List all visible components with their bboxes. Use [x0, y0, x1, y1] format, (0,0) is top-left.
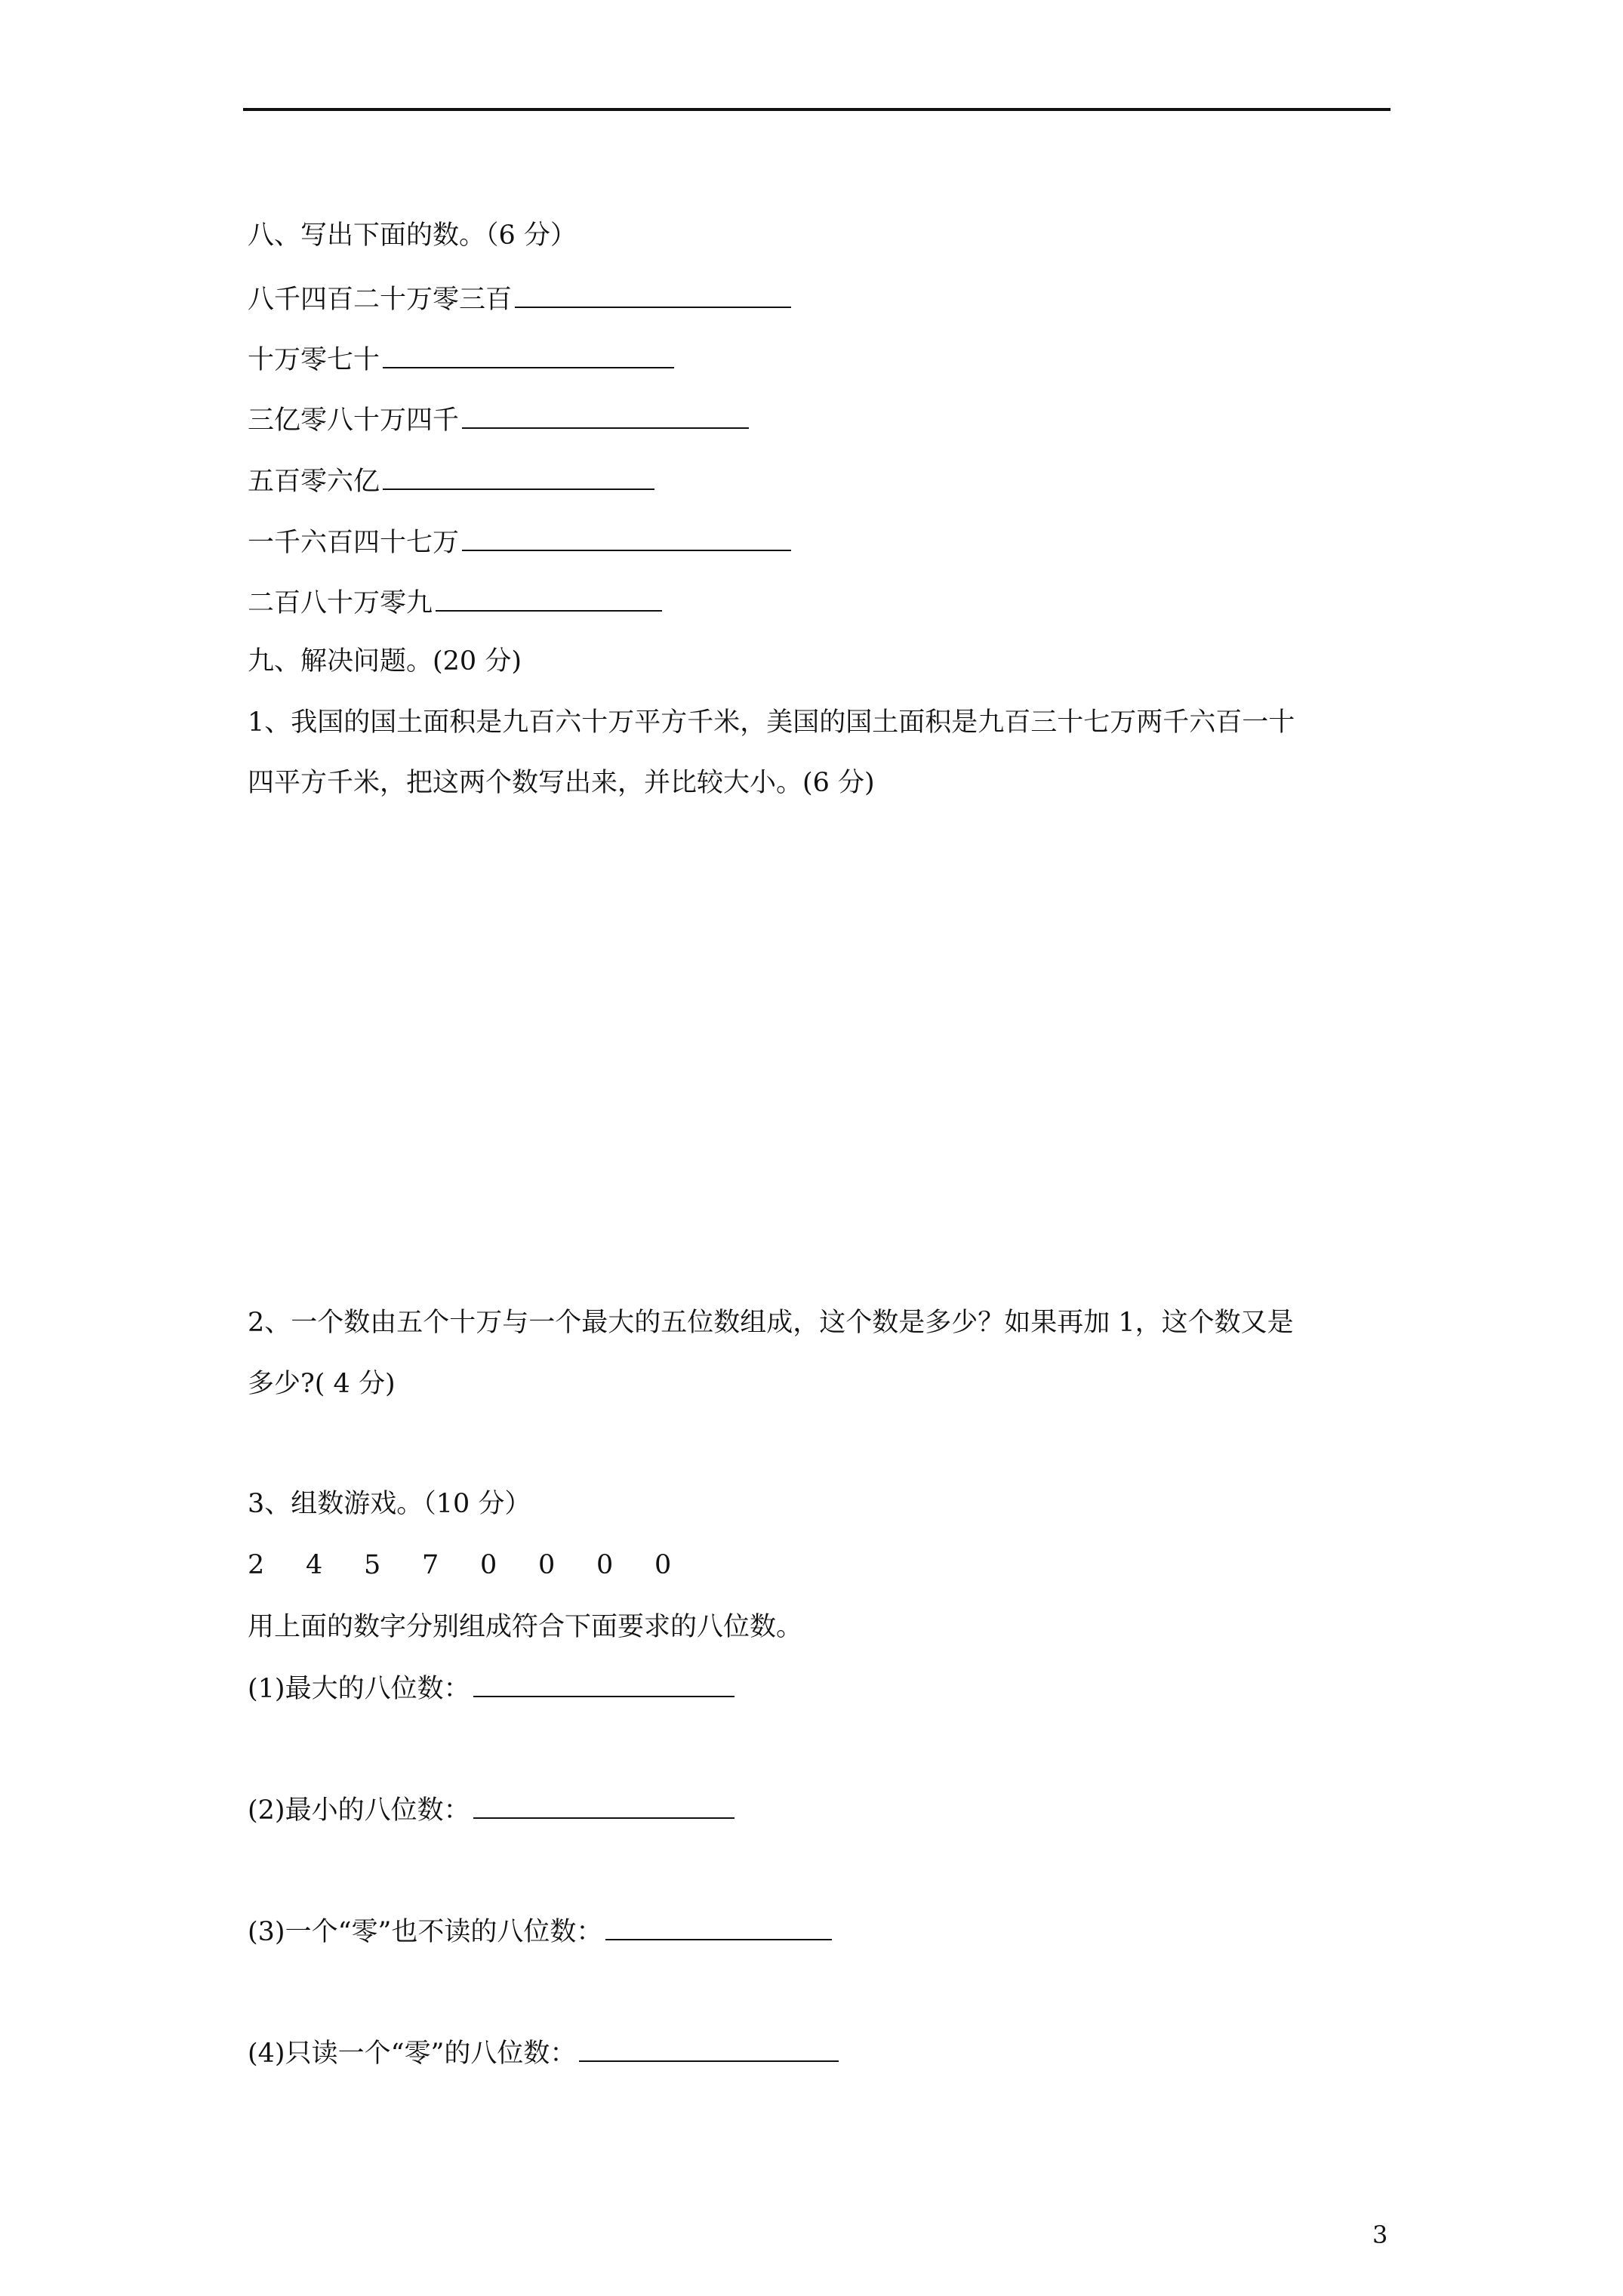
answer-blank[interactable] [462, 400, 749, 429]
answer-blank[interactable] [473, 1790, 735, 1819]
compose-number-item: (2)最小的八位数： [248, 1790, 735, 1829]
answer-blank[interactable] [605, 1912, 832, 1940]
header-rule [243, 108, 1390, 111]
answer-blank[interactable] [383, 340, 674, 368]
write-number-item: 二百八十万零九 [248, 583, 662, 621]
digit: 5 [364, 1550, 381, 1580]
compose-number-item: (4)只读一个“零”的八位数： [248, 2033, 839, 2072]
write-number-item: 八千四百二十万零三百 [248, 279, 791, 318]
digit: 4 [306, 1550, 323, 1580]
question-2-line-1: 2、一个数由五个十万与一个最大的五位数组成，这个数是多少？如果再加 1，这个数又是 [248, 1308, 1294, 1338]
digit: 0 [654, 1550, 672, 1580]
question-3-instruction: 用上面的数字分别组成符合下面要求的八位数。 [248, 1612, 803, 1642]
page-number: 3 [1372, 2220, 1388, 2249]
compose-number-item: (1)最大的八位数： [248, 1669, 735, 1707]
digit: 0 [538, 1550, 556, 1580]
write-number-item: 一千六百四十七万 [248, 522, 791, 561]
answer-blank[interactable] [473, 1669, 735, 1697]
answer-blank[interactable] [436, 583, 662, 612]
answer-blank[interactable] [383, 461, 654, 490]
question-1-line-2: 四平方千米，把这两个数写出来，并比较大小。(6 分) [248, 768, 875, 798]
digit: 0 [596, 1550, 614, 1580]
section-9-heading: 九、解决问题。(20 分) [248, 646, 522, 676]
answer-blank[interactable] [579, 2033, 839, 2062]
question-2-line-2: 多少?( 4 分) [248, 1369, 396, 1399]
answer-blank[interactable] [462, 522, 791, 551]
write-number-item: 五百零六亿 [248, 461, 654, 500]
digit: 2 [248, 1550, 265, 1580]
section-8-heading: 八、写出下面的数。（6 分） [248, 220, 577, 251]
write-number-item: 三亿零八十万四千 [248, 400, 749, 439]
question-1-line-1: 1、我国的国土面积是九百六十万平方千米，美国的国土面积是九百三十七万两千六百一十 [248, 707, 1295, 738]
answer-blank[interactable] [515, 279, 791, 308]
digit-cards [248, 1547, 713, 1583]
digit: 0 [480, 1550, 497, 1580]
digit: 7 [422, 1550, 439, 1580]
question-3-heading: 3、组数游戏。（10 分） [248, 1489, 531, 1519]
write-number-item: 十万零七十 [248, 340, 674, 378]
compose-number-item: (3)一个“零”也不读的八位数： [248, 1912, 832, 1950]
